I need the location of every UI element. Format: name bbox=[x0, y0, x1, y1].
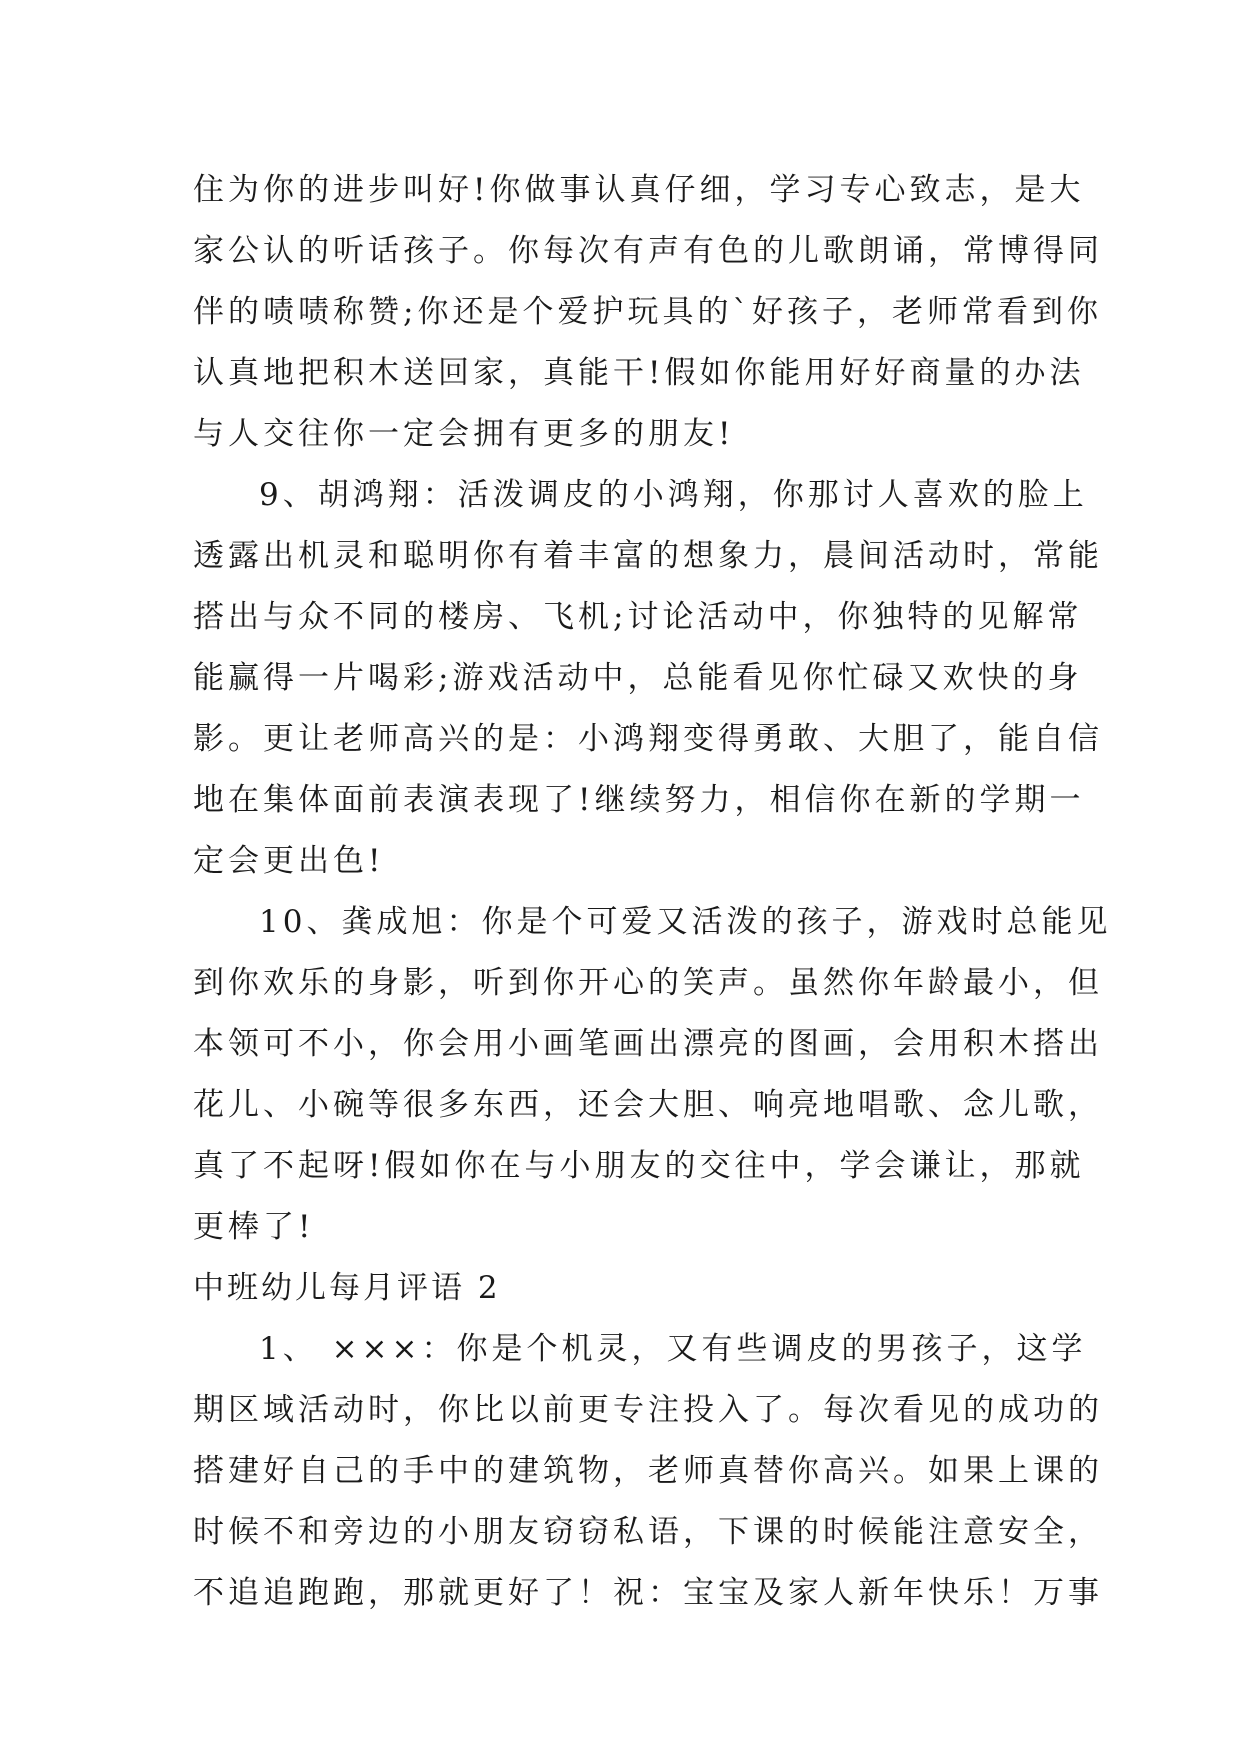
text-line: 影。更让老师高兴的是：小鸿翔变得勇敢、大胆了，能自信 bbox=[193, 721, 1103, 757]
text-line: 期区域活动时，你比以前更专注投入了。每次看见的成功的 bbox=[193, 1392, 1103, 1428]
text-line: 家公认的听话孩子。你每次有声有色的儿歌朗诵，常博得同 bbox=[193, 233, 1103, 269]
paragraph-start-line: 10、龚成旭：你是个可爱又活泼的孩子，游戏时总能见 bbox=[259, 904, 1112, 940]
text-line: 到你欢乐的身影，听到你开心的笑声。虽然你年龄最小，但 bbox=[193, 965, 1103, 1001]
text-line: 定会更出色! bbox=[193, 843, 385, 879]
document-body bbox=[193, 160, 1112, 1624]
text-line: 透露出机灵和聪明你有着丰富的想象力，晨间活动时，常能 bbox=[193, 538, 1103, 574]
text-line: 与人交往你一定会拥有更多的朋友! bbox=[193, 416, 735, 452]
text-line: 认真地把积木送回家，真能干!假如你能用好好商量的办法 bbox=[193, 355, 1085, 391]
text-line: 本领可不小，你会用小画笔画出漂亮的图画，会用积木搭出 bbox=[193, 1026, 1103, 1062]
text-line: 住为你的进步叫好!你做事认真仔细，学习专心致志，是大 bbox=[193, 172, 1085, 208]
text-line: 花儿、小碗等很多东西，还会大胆、响亮地唱歌、念儿歌， bbox=[193, 1087, 1103, 1123]
text-line: 不追追跑跑，那就更好了！祝：宝宝及家人新年快乐！万事 bbox=[193, 1575, 1103, 1611]
text-line: 更棒了! bbox=[193, 1209, 315, 1245]
section-heading: 中班幼儿每月评语 2 bbox=[193, 1270, 501, 1306]
text-line: 搭出与众不同的楼房、飞机;讨论活动中，你独特的见解常 bbox=[193, 599, 1083, 635]
text-line: 真了不起呀!假如你在与小朋友的交往中，学会谦让，那就 bbox=[193, 1148, 1085, 1184]
text-line: 搭建好自己的手中的建筑物，老师真替你高兴。如果上课的 bbox=[193, 1453, 1103, 1489]
text-line: 地在集体面前表演表现了!继续努力，相信你在新的学期一 bbox=[193, 782, 1085, 818]
paragraph-start-line: 1、 ×××：你是个机灵，又有些调皮的男孩子，这学 bbox=[259, 1331, 1087, 1367]
text-line: 伴的啧啧称赞;你还是个爱护玩具的`好孩子，老师常看到你 bbox=[193, 294, 1102, 330]
text-line: 时候不和旁边的小朋友窃窃私语，下课的时候能注意安全， bbox=[193, 1514, 1103, 1550]
text-line: 能赢得一片喝彩;游戏活动中，总能看见你忙碌又欢快的身 bbox=[193, 660, 1083, 696]
paragraph-start-line: 9、胡鸿翔：活泼调皮的小鸿翔，你那讨人喜欢的脸上 bbox=[259, 477, 1088, 513]
